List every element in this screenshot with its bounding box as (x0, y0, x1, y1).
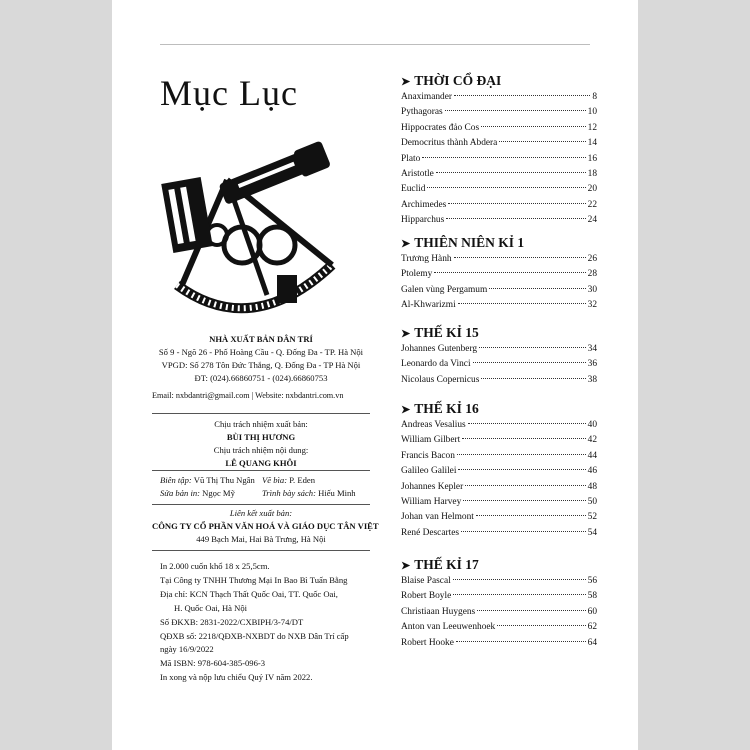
toc-entry: Johannes Gutenberg 34 (401, 344, 597, 354)
toc-section-heading: ➤ THẾ KỈ 15 (401, 325, 479, 340)
leader-dots (448, 203, 585, 204)
leader-dots (453, 579, 586, 580)
staff-credit: Trình bày sách: Hiếu Minh (262, 488, 356, 498)
leader-dots (468, 423, 586, 424)
leader-dots (454, 257, 586, 258)
toc-entry: Nicolaus Copernicus 38 (401, 374, 597, 385)
partner-label: Liên kết xuất bản: (229, 508, 293, 518)
arrow-right-icon: ➤ (401, 238, 411, 250)
divider (152, 550, 370, 551)
toc-section (401, 400, 597, 541)
printing-line: Địa chỉ: KCN Thạch Thất Quốc Oai, TT. Quốc Oai, (160, 588, 338, 599)
printing-line: Số ĐKXB: 2831-2022/CXBIPH/3-74/DT (160, 616, 304, 627)
arrow-right-icon: ➤ (401, 404, 411, 416)
leader-dots (436, 172, 586, 173)
toc-entry: Johan van Helmont 52 (401, 512, 597, 523)
toc-entry: Archimedes 22 (401, 199, 597, 210)
toc-entry: Galileo Galilei 46 (401, 466, 597, 477)
toc-entry: Robert Boyle 58 (401, 591, 597, 602)
leader-dots (497, 625, 585, 626)
publishing-responsibility-name: BÙI THỊ HƯƠNG (226, 432, 296, 442)
toc-section-heading: ➤ THẾ KỈ 17 (401, 557, 479, 572)
leader-dots (453, 594, 585, 595)
staff-credit: Sửa bản in: Ngọc Mỹ (160, 488, 235, 498)
toc-entry: William Harvey 50 (401, 496, 597, 507)
leader-dots (456, 641, 586, 642)
toc-entry: Aristotle 18 (401, 168, 597, 179)
arrow-right-icon: ➤ (401, 328, 411, 340)
leader-dots (481, 378, 585, 379)
toc-entry: Anton van Leeuwenhoek 62 (401, 622, 597, 633)
leader-dots (476, 515, 586, 516)
leader-dots (463, 500, 585, 501)
toc-entry: Euclid 20 (401, 184, 597, 195)
toc-section (401, 234, 597, 314)
toc-entry: Leonardo da Vinci 36 (401, 359, 597, 370)
leader-dots (457, 454, 586, 455)
leader-dots (434, 272, 585, 273)
printing-info (160, 560, 370, 685)
arrow-right-icon: ➤ (401, 560, 411, 572)
leader-dots (489, 288, 585, 289)
printing-line: QĐXB số: 2218/QĐXB-NXBDT do NXB Dân Trí cấp (160, 630, 349, 641)
staff-credits (160, 475, 370, 498)
toc-entry: Hipparchus 24 (401, 215, 597, 226)
publisher-contact: Email: nxbdantri@gmail.com | Website: nxbdantri.com.vn (152, 391, 344, 400)
publisher-name: NHÀ XUẤT BẢN DÂN TRÍ (209, 334, 313, 344)
leader-dots (427, 187, 585, 188)
toc-entry: Al-Khwarizmi 32 (401, 300, 597, 311)
divider (152, 470, 370, 471)
toc-section (401, 556, 597, 651)
toc-entry: Anaximander 8 (401, 92, 597, 102)
printing-line: In xong và nộp lưu chiểu Quý IV năm 2022. (160, 672, 313, 683)
toc-entry: Galen vùng Pergamum 30 (401, 284, 597, 295)
leader-dots (499, 141, 585, 142)
toc-entry: Ptolemy 28 (401, 269, 597, 280)
arrow-right-icon: ➤ (401, 76, 411, 88)
toc-section-heading: ➤ THIÊN NIÊN KỈ 1 (401, 235, 525, 250)
content-responsibility-label: Chịu trách nhiệm nội dung: (213, 445, 309, 455)
divider (152, 504, 370, 505)
printing-line: H. Quốc Oai, Hà Nội (174, 602, 248, 613)
toc-entry: Andreas Vesalius 40 (401, 420, 597, 430)
toc-entry: Trương Hành 26 (401, 254, 597, 264)
printing-line: Mã ISBN: 978-604-385-096-3 (160, 658, 266, 669)
printing-line: In 2.000 cuốn khổ 18 x 25,5cm. (160, 561, 270, 571)
leader-dots (458, 469, 585, 470)
partner-info (152, 507, 379, 546)
leader-dots (462, 438, 585, 439)
toc-entry: Christiaan Huygens 60 (401, 606, 597, 617)
toc-section-heading: ➤ THẾ KỈ 16 (401, 401, 479, 416)
content-responsibility-name: LÊ QUANG KHÔI (225, 458, 297, 468)
staff-credit: Biên tập: Vũ Thị Thu Ngân (160, 475, 255, 485)
leader-dots (422, 157, 585, 158)
book-page (112, 0, 638, 750)
leader-dots (446, 218, 585, 219)
toc-section (401, 324, 597, 388)
printing-line: ngày 16/9/2022 (160, 644, 214, 655)
toc-section (401, 72, 597, 229)
toc-entry: Johannes Kepler 48 (401, 481, 597, 492)
page-title: Mục Lục (160, 73, 298, 113)
printing-line: Tại Công ty TNHH Thương Mại In Bao Bì Tuấn Bằng (160, 574, 348, 585)
leader-dots (473, 362, 586, 363)
publisher-address: Số 9 - Ngõ 26 - Phố Hoàng Cầu - Q. Đống Đa - TP. Hà Nội (158, 347, 364, 357)
staff-credit: Vẽ bìa: P. Eden (262, 475, 315, 485)
toc-entry: Pythagoras 10 (401, 107, 597, 118)
toc-entry: Hippocrates đảo Cos 12 (401, 122, 597, 133)
publisher-info (152, 333, 370, 402)
divider (152, 413, 370, 414)
leader-dots (445, 110, 586, 111)
publishing-responsibility-label: Chịu trách nhiệm xuất bản: (214, 419, 308, 429)
leader-dots (479, 347, 586, 348)
toc-entry: Francis Bacon 44 (401, 450, 597, 461)
leader-dots (458, 303, 586, 304)
partner-address: 449 Bạch Mai, Hai Bà Trưng, Hà Nội (196, 534, 326, 544)
toc-entry: Democritus thành Abdera 14 (401, 138, 597, 149)
toc-entry: René Descartes 54 (401, 527, 597, 538)
leader-dots (481, 126, 586, 127)
leader-dots (461, 531, 586, 532)
leader-dots (454, 95, 590, 96)
leader-dots (477, 610, 585, 611)
partner-name: CÔNG TY CỔ PHẦN VĂN HOÁ VÀ GIÁO DỤC TÂN VIỆT (152, 521, 379, 531)
publisher-phone: ĐT: (024).66860751 - (024).66860753 (194, 373, 328, 383)
toc-entry: William Gilbert 42 (401, 435, 597, 446)
toc-section-heading: ➤ THỜI CỔ ĐẠI (401, 73, 502, 88)
toc-entry: Blaise Pascal 56 (401, 576, 597, 586)
toc-entry: Plato 16 (401, 153, 597, 164)
toc-entry: Robert Hooke 64 (401, 637, 597, 648)
leader-dots (465, 485, 585, 486)
top-divider (160, 44, 590, 45)
sextant-illustration (157, 125, 342, 320)
responsibility-info (152, 418, 370, 470)
publisher-office-address: VPGD: Số 278 Tôn Đức Thắng, Q. Đống Đa - TP Hà Nội (161, 360, 361, 370)
